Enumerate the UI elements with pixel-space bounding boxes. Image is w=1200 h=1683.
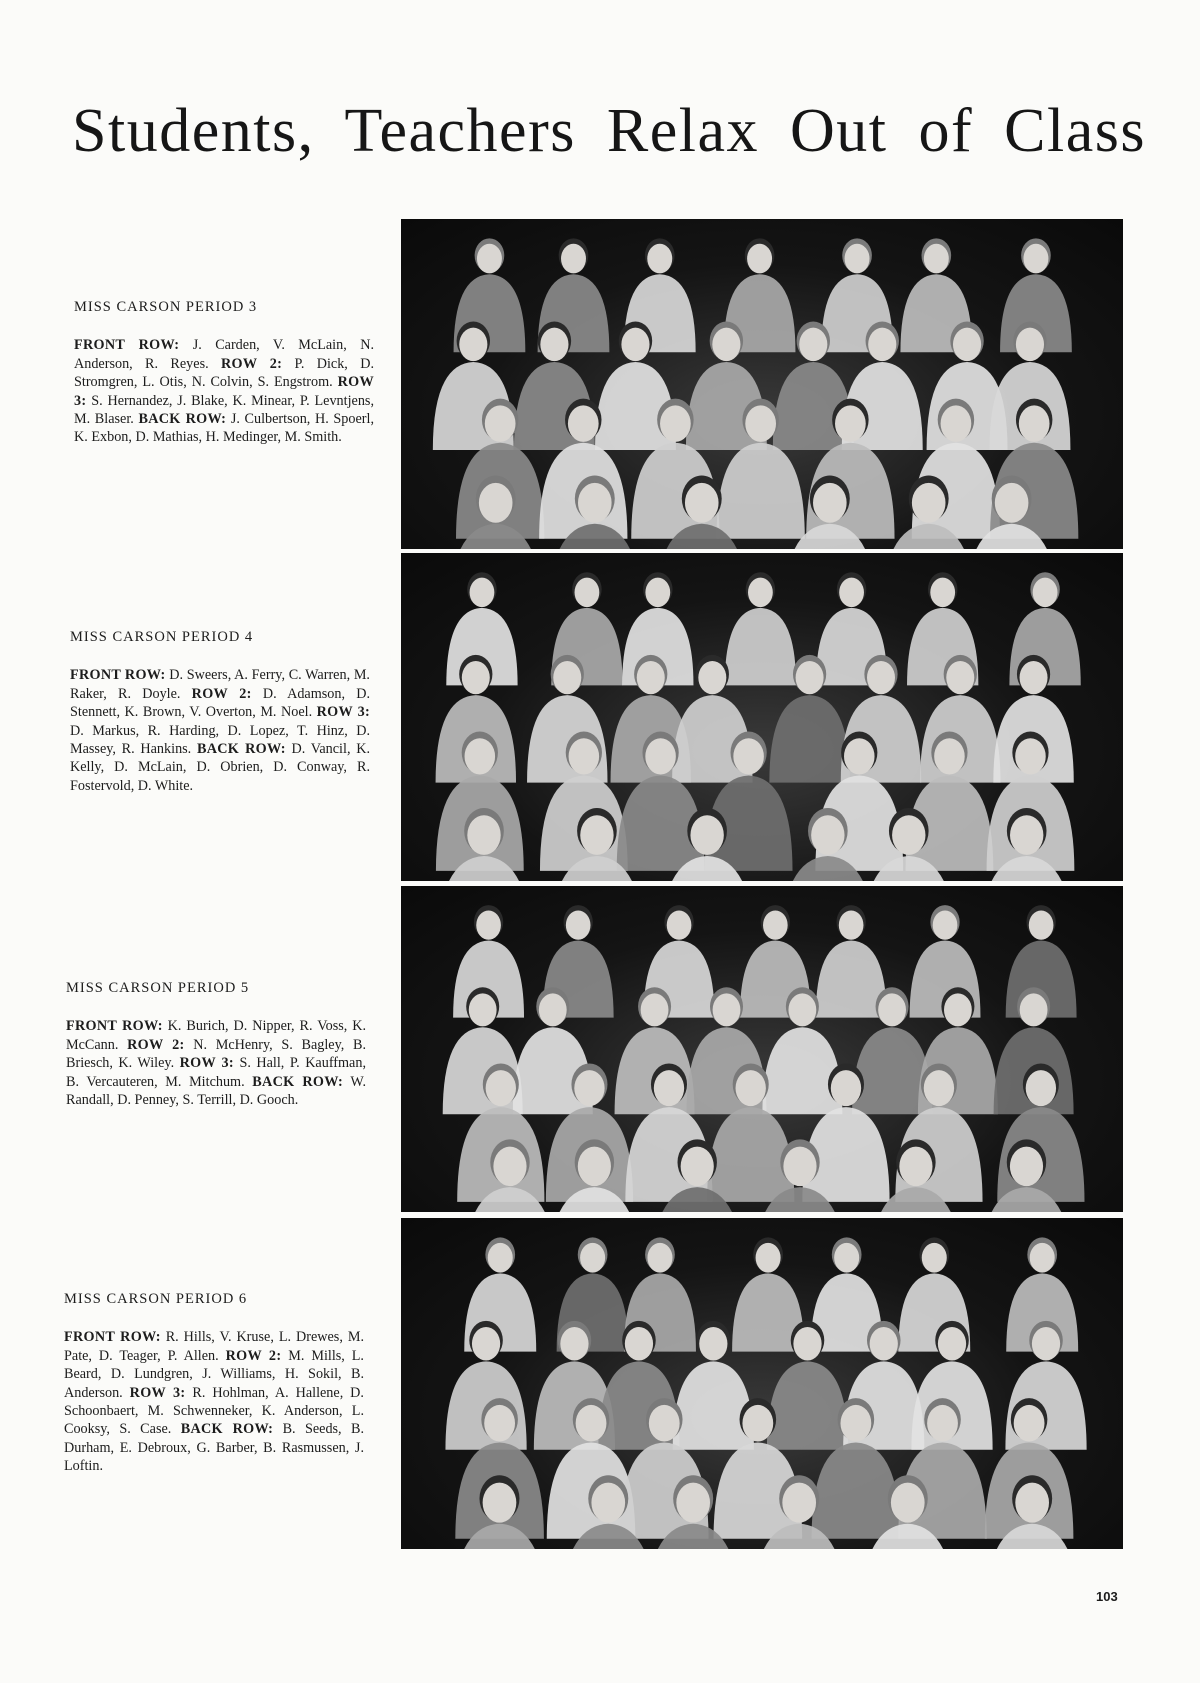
caption-period-4 — [70, 628, 370, 795]
student-face — [660, 405, 691, 441]
student-face — [938, 1327, 966, 1361]
student-face — [995, 483, 1029, 523]
student-face — [782, 1483, 816, 1523]
student-figure — [725, 608, 796, 686]
student-face — [831, 1070, 861, 1106]
row-names: M. Mills, L. Beard, D. Lundgren, J. Williams, H. Sokil, B. Anderson. — [64, 1347, 364, 1401]
student-face — [835, 405, 866, 441]
student-face — [783, 1147, 816, 1186]
class-photo-period-5 — [401, 886, 1123, 1212]
page-title: Students, Teachers Relax Out of Class — [72, 97, 1146, 165]
row-label: BACK ROW: — [138, 411, 227, 428]
student-face — [667, 910, 692, 939]
student-face — [469, 993, 497, 1026]
student-face — [591, 1483, 625, 1523]
student-face — [578, 1147, 611, 1186]
row-names: P. Dick, D. Stromgren, L. Otis, N. Colvin, S. Engstrom. — [74, 355, 374, 391]
student-face — [488, 1243, 513, 1273]
student-face — [745, 405, 776, 441]
student-face — [891, 1483, 925, 1523]
student-face — [742, 1405, 773, 1442]
student-face — [476, 910, 501, 939]
group-photo-figures — [401, 1218, 1123, 1549]
row-names: D. Vancil, K. Kelly, D. McLain, D. Obrien, D. Conway, R. Fostervold, D. White. — [70, 741, 370, 794]
caption-heading: MISS CARSON PERIOD 3 — [74, 299, 258, 315]
student-face — [878, 993, 906, 1026]
caption-period-3 — [74, 298, 374, 447]
student-face — [844, 738, 875, 774]
student-face — [479, 483, 513, 523]
student-face — [574, 1070, 604, 1106]
student-face — [641, 993, 669, 1026]
student-face — [681, 1147, 714, 1186]
row-label: ROW 3: — [316, 704, 370, 721]
student-figure — [673, 1361, 754, 1449]
student-face — [561, 244, 586, 274]
student-face — [539, 993, 567, 1026]
caption-names — [70, 666, 370, 795]
student-face — [811, 815, 844, 855]
row-names: D. Markus, R. Harding, D. Lopez, T. Hinz, D. Massey, R. Hankins. — [70, 722, 370, 758]
student-face — [553, 661, 581, 694]
student-figure — [769, 695, 849, 782]
row-names: J. Carden, V. McLain, N. Anderson, R. Reyes. — [74, 337, 374, 372]
student-face — [647, 1243, 672, 1273]
student-face — [930, 578, 955, 607]
row-label: BACK ROW: — [180, 1421, 274, 1438]
student-face — [462, 661, 490, 694]
student-face — [1020, 661, 1048, 694]
student-face — [568, 405, 599, 441]
student-face — [953, 328, 981, 361]
caption-heading: MISS CARSON PERIOD 5 — [66, 980, 250, 996]
class-photo-period-6 — [401, 1218, 1123, 1549]
student-face — [927, 1405, 958, 1442]
student-face — [625, 1327, 653, 1361]
student-face — [540, 328, 568, 361]
row-label: ROW 2: — [191, 685, 252, 702]
student-face — [933, 910, 958, 939]
student-face — [924, 244, 949, 274]
student-face — [685, 483, 719, 523]
student-face — [1032, 1327, 1060, 1361]
page-number: 103 — [1096, 1589, 1118, 1604]
student-face — [645, 738, 676, 774]
group-photo-figures — [401, 219, 1123, 549]
row-names: J. Culbertson, H. Spoerl, K. Exbon, D. Mathias, H. Medinger, M. Smith. — [74, 411, 375, 446]
row-names: R. Hohlman, A. Hallene, D. Schoonbaert, M. Schwenneker, K. Anderson, L. Cooksy, S. Case. — [64, 1384, 364, 1438]
student-face — [712, 328, 740, 361]
student-face — [946, 661, 974, 694]
student-face — [637, 661, 665, 694]
row-label: ROW 3: — [179, 1055, 234, 1072]
student-face — [941, 405, 972, 441]
row-names: D. Adamson, D. Stennett, K. Brown, V. Overton, M. Noel. — [70, 685, 370, 721]
caption-period-5 — [66, 979, 366, 1109]
student-face — [788, 993, 816, 1026]
student-face — [799, 328, 827, 361]
student-face — [713, 993, 741, 1026]
student-face — [1029, 910, 1054, 939]
row-label: ROW 2: — [220, 355, 283, 372]
student-face — [1019, 405, 1050, 441]
row-names: S. Hall, P. Kauffman, B. Vercauteren, M. Mitchum. — [66, 1055, 366, 1090]
student-face — [467, 815, 500, 855]
caption-names — [66, 1017, 366, 1109]
student-face — [484, 1405, 515, 1442]
row-names: D. Sweers, A. Ferry, C. Warren, M. Raker, R. Doyle. — [70, 667, 370, 702]
student-face — [576, 1405, 607, 1442]
student-face — [485, 405, 516, 441]
student-face — [845, 244, 870, 274]
student-face — [472, 1327, 500, 1361]
student-face — [645, 578, 670, 607]
student-face — [575, 578, 600, 607]
student-figure — [767, 1361, 848, 1449]
row-names: W. Randall, D. Penney, S. Terrill, D. Gooch. — [66, 1073, 367, 1109]
student-face — [796, 661, 824, 694]
student-face — [813, 483, 847, 523]
student-face — [892, 815, 925, 855]
student-figure — [707, 1107, 794, 1202]
student-face — [840, 1405, 871, 1442]
student-face — [483, 1483, 517, 1523]
caption-period-6 — [64, 1290, 364, 1476]
student-face — [1010, 815, 1043, 855]
class-photo-period-3 — [401, 219, 1123, 549]
row-label: BACK ROW: — [252, 1073, 343, 1090]
student-face — [1015, 738, 1046, 774]
student-face — [747, 244, 772, 274]
row-label: FRONT ROW: — [70, 667, 166, 684]
student-face — [493, 1147, 526, 1186]
student-face — [899, 1147, 932, 1186]
student-face — [1030, 1243, 1055, 1273]
student-figure — [762, 1027, 842, 1114]
student-face — [756, 1243, 781, 1273]
student-face — [934, 738, 965, 774]
row-names: K. Burich, D. Nipper, R. Voss, K. McCann. — [66, 1018, 367, 1053]
group-photo-figures — [401, 553, 1123, 881]
student-face — [578, 483, 612, 523]
student-face — [736, 1070, 766, 1106]
student-face — [1026, 1070, 1056, 1106]
student-face — [569, 738, 600, 774]
student-face — [748, 578, 773, 607]
student-face — [580, 1243, 605, 1273]
student-face — [470, 578, 495, 607]
student-face — [763, 910, 788, 939]
caption-names — [74, 336, 374, 446]
student-face — [839, 578, 864, 607]
caption-heading: MISS CARSON PERIOD 6 — [64, 1291, 248, 1307]
student-face — [924, 1070, 954, 1106]
row-label: BACK ROW: — [196, 741, 286, 758]
student-face — [733, 738, 764, 774]
student-face — [834, 1243, 859, 1273]
student-figure — [716, 443, 804, 539]
student-face — [647, 244, 672, 274]
student-face — [944, 993, 972, 1026]
class-photo-period-4 — [401, 553, 1123, 881]
row-label: ROW 2: — [225, 1347, 282, 1364]
student-face — [654, 1070, 684, 1106]
student-figure — [812, 1442, 901, 1538]
student-face — [1023, 244, 1048, 274]
student-face — [621, 328, 649, 361]
row-label: FRONT ROW: — [66, 1018, 163, 1035]
caption-heading: MISS CARSON PERIOD 4 — [70, 629, 254, 645]
student-face — [1015, 1483, 1049, 1523]
student-face — [793, 1327, 821, 1361]
student-face — [868, 328, 896, 361]
student-face — [922, 1243, 947, 1273]
row-label: FRONT ROW: — [64, 1329, 161, 1346]
student-face — [486, 1070, 516, 1106]
student-face — [477, 244, 502, 274]
student-face — [1014, 1405, 1045, 1442]
row-names: B. Seeds, B. Durham, E. Debroux, G. Barber, B. Rasmussen, J. Loftin. — [64, 1421, 364, 1475]
row-label: ROW 3: — [74, 374, 374, 409]
student-face — [649, 1405, 680, 1442]
row-label: ROW 3: — [129, 1384, 186, 1401]
student-face — [690, 815, 723, 855]
student-face — [676, 1483, 710, 1523]
row-label: FRONT ROW: — [74, 337, 180, 354]
row-names: S. Hernandez, J. Blake, K. Minear, P. Levntjens, M. Blaser. — [74, 392, 374, 428]
row-names: R. Hills, V. Kruse, L. Drewes, M. Pate, D. Teager, P. Allen. — [64, 1329, 364, 1364]
group-photo-figures — [401, 886, 1123, 1212]
student-face — [912, 483, 946, 523]
row-label: ROW 2: — [127, 1036, 185, 1053]
student-face — [465, 738, 496, 774]
student-face — [560, 1327, 588, 1361]
student-face — [459, 328, 487, 361]
student-face — [698, 661, 726, 694]
student-face — [1016, 328, 1044, 361]
student-face — [839, 910, 864, 939]
student-face — [1033, 578, 1058, 607]
student-face — [566, 910, 591, 939]
student-face — [870, 1327, 898, 1361]
student-face — [580, 815, 613, 855]
student-face — [867, 661, 895, 694]
caption-names — [64, 1328, 364, 1475]
row-names: N. McHenry, S. Bagley, B. Briesch, K. Wiley. — [66, 1036, 366, 1072]
student-face — [699, 1327, 727, 1361]
student-face — [1020, 993, 1048, 1026]
student-face — [1010, 1147, 1043, 1186]
